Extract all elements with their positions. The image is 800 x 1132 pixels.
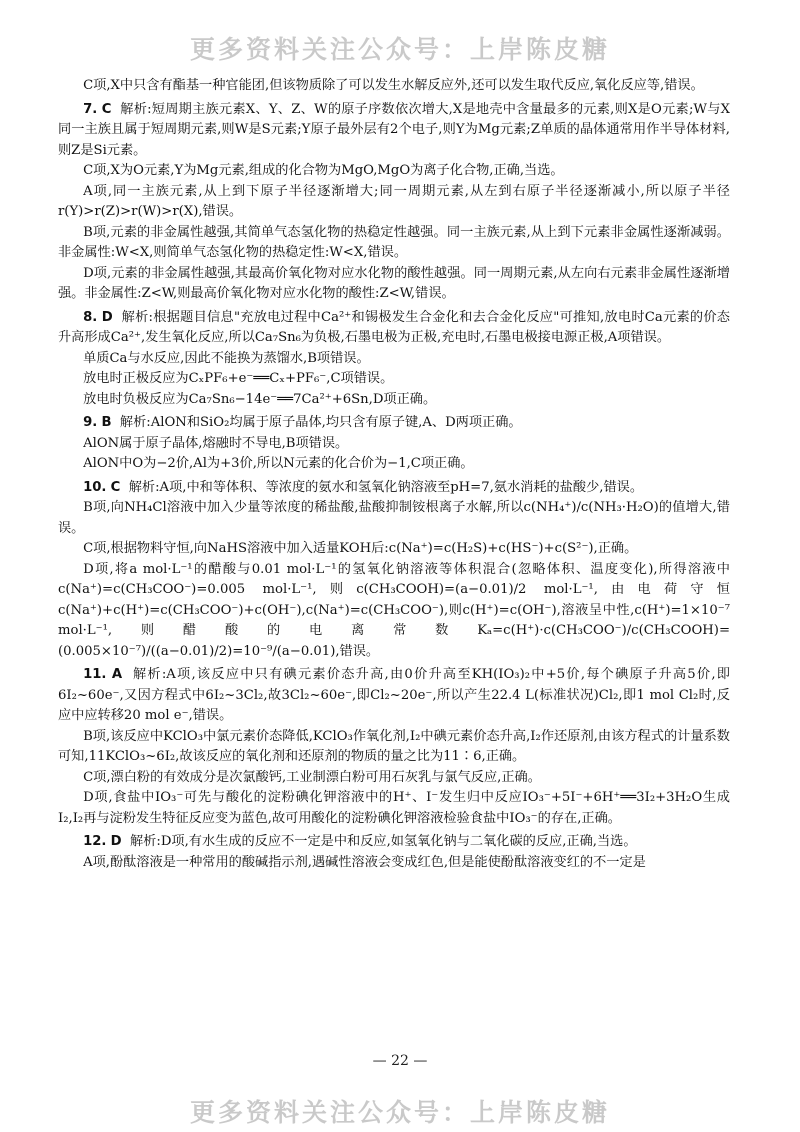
question-answer: D	[101, 309, 113, 325]
analysis-text: 解析:短周期主族元素X、Y、Z、W的原子序数依次增大,X是地壳中含量最多的元素,则X是O元素;W与X同一主族且属于短周期元素,则W是S元素;Y原子最外层有2个电子,则Y为Mg元素;Z单质的晶体通常用作半导体材料,则Z是Si元素。	[58, 101, 731, 158]
question-number: 10.	[83, 479, 107, 495]
paragraph: C项,根据物料守恒,向NaHS溶液中加入适量KOH后:c(Na⁺)=c(H₂S)+c(HS⁻)+c(S²⁻),正确。	[83, 541, 638, 556]
analysis-text: 解析:D项,有水生成的反应不一定是中和反应,如氢氧化钠与二氧化碳的反应,正确,当选。	[130, 834, 637, 849]
question-answer: D	[110, 834, 122, 849]
paragraph: 放电时正极反应为CₓPF₆+e⁻══Cₓ+PF₆⁻,C项错误。	[83, 371, 394, 386]
paragraph: 单质Ca与水反应,因此不能换为蒸馏水,B项错误。	[83, 350, 370, 366]
paragraph: D项,元素的非金属性越强,其最高价氧化物对应水化物的酸性越强。同一周期元素,从左向右元素非金属性逐渐增强。非金属性:Z<W,则最高价氧化物对应水化物的酸性:Z<W,错误。	[58, 265, 730, 301]
paragraph: 放电时负极反应为Ca₇Sn₆−14e⁻══7Ca²⁺+6Sn,D项正确。	[83, 391, 437, 407]
watermark-bottom: 更多资料关注公众号：上岸陈皮糖	[189, 1098, 610, 1127]
paragraph: C项,X中只含有酯基一种官能团,但该物质除了可以发生水解反应外,还可以发生取代反应,氧化反应等,错误。	[83, 78, 704, 93]
question-7	[58, 100, 730, 162]
question-9	[58, 413, 730, 434]
question-number: 9.	[83, 415, 98, 430]
question-8	[58, 308, 730, 349]
watermark-top: 更多资料关注公众号：上岸陈皮糖	[189, 35, 610, 64]
analysis-text: 解析:A项,中和等体积、等浓度的氨水和氢氧化钠溶液至pH=7,氨水消耗的盐酸少,错误。	[128, 479, 644, 495]
paragraph: A项,同一主族元素,从上到下原子半径逐渐增大;同一周期元素,从左到右原子半径逐渐减小,所以原子半径r(Y)>r(Z)>r(W)>r(X),错误。	[58, 183, 730, 219]
question-number: 8.	[83, 309, 98, 325]
question-answer: A	[111, 667, 123, 682]
paragraph: B项,该反应中KClO₃中氯元素价态降低,KClO₃作氧化剂,I₂中碘元素价态升高,I₂作还原剂,由该方程式的计量系数可知,11KClO₃~6I₂,故该反应的氧化剂和还原剂的物质的量之比为11∶6,正确。	[58, 728, 730, 764]
paragraph: D项,将a mol·L⁻¹的醋酸与0.01 mol·L⁻¹的氢氧化钠溶液等体积混合(忽略体积、温度变化),所得溶液中c(Na⁺)=c(CH₃COO⁻)=0.005 mol·L⁻¹,则c(CH₃COOH)=(a−0.01)/2 mol·L⁻¹,由电荷守恒c(Na⁺)+c(H⁺)=c(CH₃COO⁻)+c(OH⁻),c(Na⁺)=c(CH₃COO⁻),则c(H⁺)=c(OH⁻),溶液呈中性,c(H⁺)=1×10⁻⁷ mol·L⁻¹,则醋酸的电离常数Kₐ=c(H⁺)·c(CH₃COO⁻)/c(CH₃COOH)=(0.005×10⁻⁷)/((a−0.01)/2)=10⁻⁹/(a−0.01),错误。	[58, 561, 730, 659]
question-answer: B	[101, 415, 112, 430]
question-answer: C	[101, 101, 112, 117]
paragraph: C项,X为O元素,Y为Mg元素,组成的化合物为MgO,MgO为离子化合物,正确,当选。	[83, 163, 564, 178]
analysis-text: 解析:根据题目信息"充放电过程中Ca²⁺和锡极发生合金化和去合金化反应"可推知,放电时Ca元素的价态升高形成Ca²⁺,发生氧化反应,所以Ca₇Sn₆为负极,石墨电极为正极,充电时,石墨电极接电源正极,A项错误。	[58, 309, 730, 345]
question-12	[58, 832, 730, 853]
question-answer: C	[110, 479, 121, 495]
paragraph: B项,向NH₄Cl溶液中加入少量等浓度的稀盐酸,盐酸抑制铵根离子水解,所以c(NH₄⁺)/c(NH₃·H₂O)的值增大,错误。	[58, 500, 730, 536]
analysis-text: 解析:A项,该反应中只有碘元素价态升高,由0价升高至KH(IO₃)₂中+5价,每个碘原子升高5价,即6I₂~60e⁻,又因方程式中6I₂~3Cl₂,故3Cl₂~60e⁻,即Cl₂~20e⁻,所以产生22.4 L(标准状况)Cl₂,即1 mol Cl₂时,反应中应转移20 mol e⁻,错误。	[58, 667, 730, 723]
question-number: 11.	[83, 667, 107, 682]
page-number: — 22 —	[372, 1053, 428, 1069]
paragraph: B项,元素的非金属性越强,其简单气态氢化物的热稳定性越强。同一主族元素,从上到下元素非金属性逐渐减弱。非金属性:W<X,则简单气态氢化物的热稳定性:W<X,错误。	[58, 224, 730, 260]
paragraph: D项,食盐中IO₃⁻可先与酸化的淀粉碘化钾溶液中的H⁺、I⁻发生归中反应IO₃⁻+5I⁻+6H⁺══3I₂+3H₂O生成I₂,I₂再与淀粉发生特征反应变为蓝色,故可用酸化的淀粉碘化钾溶液检验食盐中IO₃⁻的存在,正确。	[58, 790, 730, 826]
paragraph: A项,酚酞溶液是一种常用的酸碱指示剂,遇碱性溶液会变成红色,但是能使酚酞溶液变红的不一定是	[83, 854, 646, 870]
question-number: 7.	[83, 101, 98, 117]
question-11	[58, 665, 730, 727]
paragraph: AlON属于原子晶体,熔融时不导电,B项错误。	[83, 435, 349, 451]
question-number: 12.	[83, 834, 107, 849]
answer-text	[58, 76, 730, 873]
analysis-text: 解析:AlON和SiO₂均属于原子晶体,均只含有原子键,A、D两项正确。	[119, 415, 522, 430]
question-10	[58, 478, 730, 499]
paragraph: AlON中O为−2价,Al为+3价,所以N元素的化合价为−1,C项正确。	[83, 456, 474, 471]
paragraph: C项,漂白粉的有效成分是次氯酸钙,工业制漂白粉可用石灰乳与氯气反应,正确。	[83, 769, 541, 785]
